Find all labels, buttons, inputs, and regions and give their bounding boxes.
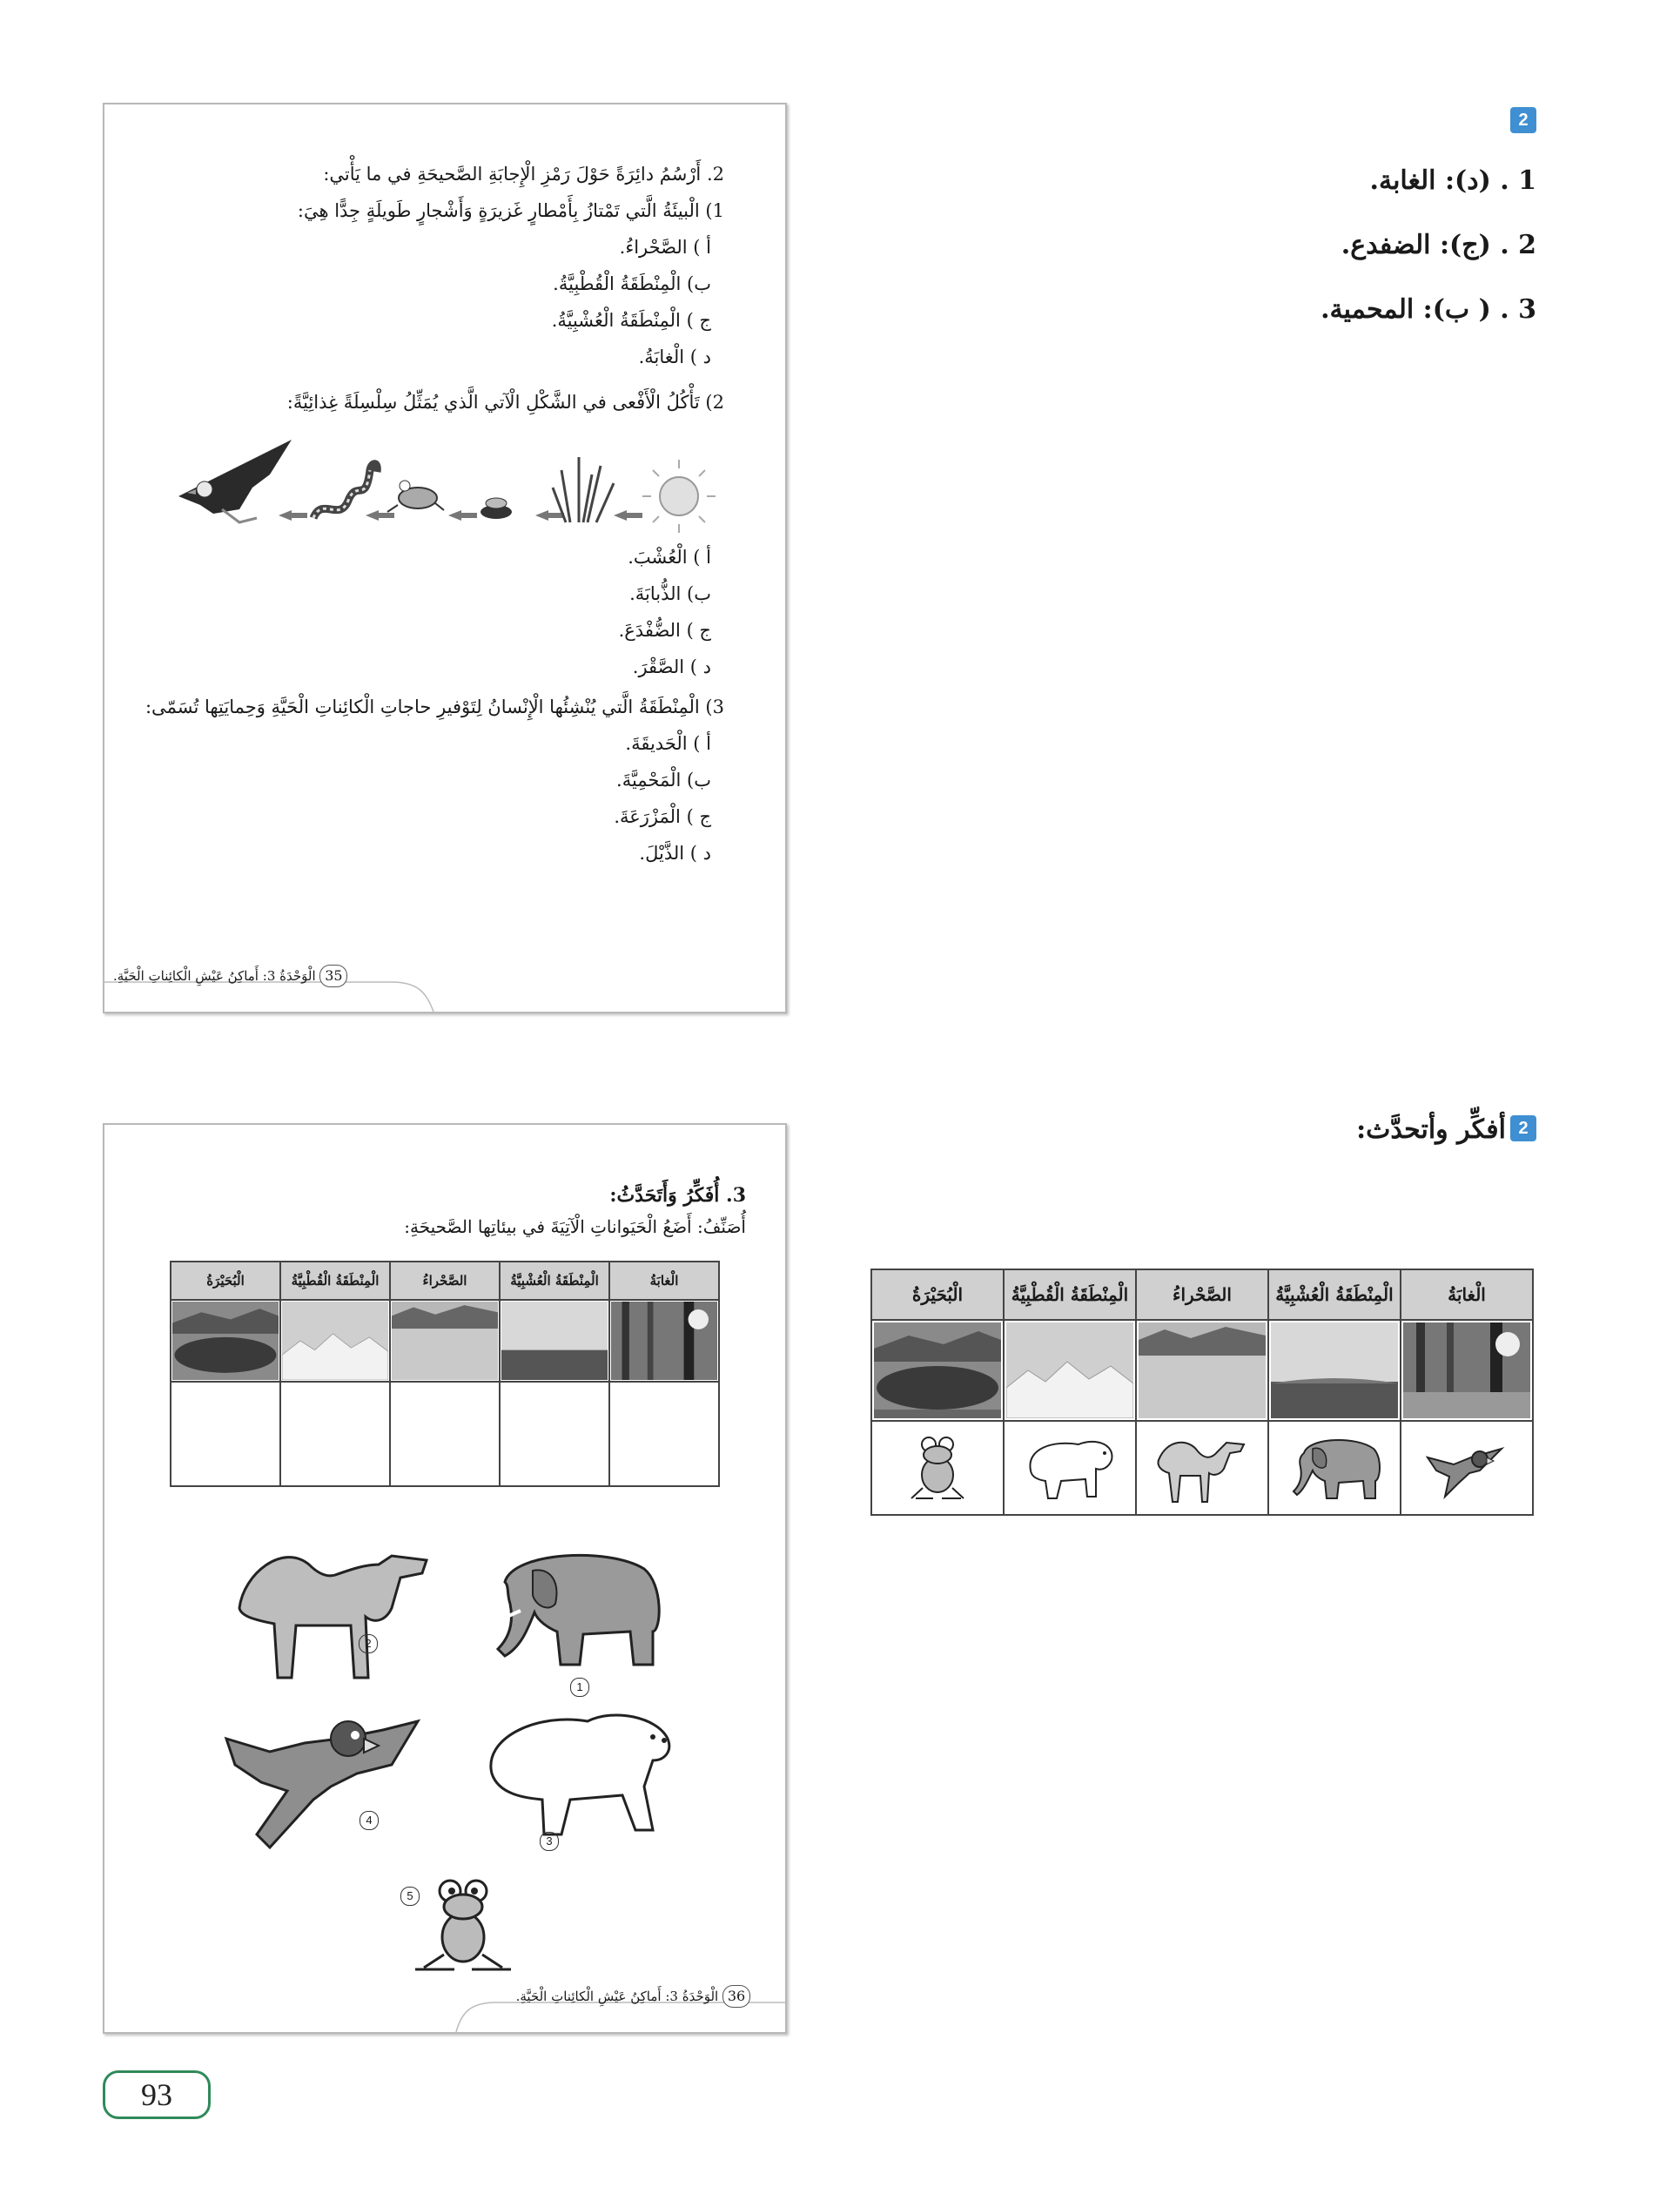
frog-chain-icon	[387, 481, 444, 512]
answer-elephant-icon	[1268, 1421, 1401, 1515]
q1-option-d: د ) الْغابَةُ.	[638, 347, 711, 367]
t2-empty-cell-desert	[390, 1382, 500, 1486]
camel-icon	[222, 1530, 440, 1686]
worksheet-page-36	[103, 1123, 787, 2034]
question-3: 3) الْمِنْطَقَةُ الَّتي يُنْشِئُها الْإِنْسانُ لِتَوْفيرِ حاجاتِ الْكائِناتِ الْحَيَّةِ وَحِمايَتِها تُسَمّى:	[144, 697, 724, 717]
answer-3: 3 . ( ب): المحمية.	[1320, 294, 1536, 325]
footer-page-number: 35	[319, 965, 347, 987]
thumb2-instruction: أُصَنِّفُ: أَضَعُ الْحَيَواناتِ الْآتِيَةَ في بيئاتِها الصَّحيحَةِ:	[404, 1216, 746, 1237]
animal-number-4: 4	[360, 1811, 379, 1830]
t2-header-polar: الْمِنْطَقَةُ الْقُطْبِيَّةُ	[280, 1262, 390, 1300]
food-chain-illustration	[170, 435, 727, 540]
answer-2: 2 . (ج): الضفدع.	[1341, 230, 1536, 260]
q1-option-c: ج ) الْمِنْطَقَةُ الْعُشْبِيَّةُ.	[551, 310, 711, 331]
animal-number-2: 2	[359, 1634, 378, 1653]
answer-1: 1 . (د): الغابة.	[1369, 165, 1536, 196]
page-number: 93	[103, 2070, 211, 2119]
header-polar: الْمِنْطَقَةُ الْقُطْبِيَّةُ	[1004, 1269, 1136, 1320]
answer-bear-icon	[1004, 1421, 1136, 1515]
footer-unit-title: الْوَحْدَةُ 3: أَماكِنُ عَيْشِ الْكائِناتِ الْحَيَّةِ.	[113, 968, 316, 984]
q2-option-b: ب) الذُّبابَةَ.	[629, 583, 711, 604]
photo-desert	[1136, 1320, 1268, 1421]
snake-icon	[313, 464, 377, 518]
t2-photo-desert	[390, 1300, 500, 1382]
photo-grassland	[1268, 1320, 1401, 1421]
photo-lake	[871, 1320, 1004, 1421]
t2-photo-forest	[609, 1300, 719, 1382]
thumb2-heading: 3. أُفَكِّرُ وَأَتَحَدَّثُ:	[609, 1184, 746, 1207]
section-badge-2: 2	[1510, 1115, 1536, 1141]
t2-header-lake: الْبُحَيْرَةُ	[171, 1262, 280, 1300]
think-and-talk-header	[1356, 1114, 1536, 1145]
t2-header-grassland: الْمِنْطَقَةُ الْعُشْبِيَّةُ	[500, 1262, 609, 1300]
answer-frog-icon	[871, 1421, 1004, 1515]
eagle-icon	[178, 440, 292, 522]
t2-empty-cell-forest	[609, 1382, 719, 1486]
animal-number-3: 3	[540, 1832, 559, 1851]
sun-icon	[642, 460, 716, 533]
habitat-answer-table	[870, 1269, 1534, 1516]
q3-option-b: ب) الْمَحْمِيَّةَ.	[616, 770, 711, 791]
q1-option-b: ب) الْمِنْطَقَةُ الْقُطْبِيَّةُ.	[553, 273, 711, 294]
t2-empty-cell-lake	[171, 1382, 280, 1486]
frog-icon	[411, 1872, 515, 1976]
q2-option-c: ج ) الضُّفْدَعَ.	[618, 620, 711, 641]
t2-photo-lake	[171, 1300, 280, 1382]
question-heading: 2. أَرْسُمُ دائِرَةً حَوْلَ رَمْزِ الْإِجابَةِ الصَّحيحَةِ في ما يَأْتي:	[323, 164, 724, 185]
t2-header-forest: الْغابَةُ	[609, 1262, 719, 1300]
page-footer	[113, 965, 347, 994]
answer-camel-icon	[1136, 1421, 1268, 1515]
t2-header-desert: الصَّحْراءُ	[390, 1262, 500, 1300]
parrot-icon	[218, 1704, 427, 1861]
worksheet-page-35	[103, 103, 787, 1013]
q3-option-a: أ ) الْحَديقَةَ.	[625, 733, 711, 754]
t2-empty-cell-grassland	[500, 1382, 609, 1486]
section-badge-1: 2	[1510, 107, 1536, 133]
q3-option-d: د ) الذَّيْلَ.	[639, 843, 711, 864]
footer-unit-title-2: الْوَحْدَةُ 3: أَماكِنُ عَيْشِ الْكائِناتِ الْحَيَّةِ.	[515, 1989, 719, 2004]
polar-bear-icon	[474, 1686, 683, 1843]
q3-option-c: ج ) الْمَزْرَعَةَ.	[614, 806, 711, 827]
think-and-talk-title: أفكِّر وأتحدَّث:	[1356, 1114, 1506, 1145]
q2-option-a: أ ) الْعُشْبَ.	[628, 547, 711, 568]
q1-option-a: أ ) الصَّحْراءُ.	[619, 237, 711, 258]
animal-number-5: 5	[400, 1887, 420, 1906]
photo-forest	[1401, 1320, 1533, 1421]
t2-photo-grassland	[500, 1300, 609, 1382]
header-lake: الْبُحَيْرَةُ	[871, 1269, 1004, 1320]
grass-icon	[553, 457, 614, 522]
header-forest: الْغابَةُ	[1401, 1269, 1533, 1320]
photo-polar	[1004, 1320, 1136, 1421]
question-2: 2) تَأْكُلُ الْأَفْعى في الشَّكْلِ الْآتي الَّذي يُمَثِّلُ سِلْسِلَةً غِذائِيَّةً:	[286, 392, 724, 413]
q2-option-d: د ) الصَّقْرَ.	[632, 656, 711, 677]
animal-number-1: 1	[570, 1678, 589, 1697]
t2-photo-polar	[280, 1300, 390, 1382]
page-footer-2	[516, 1985, 750, 2015]
elephant-icon	[470, 1534, 679, 1673]
fly-icon	[480, 498, 512, 519]
question-1: 1) الْبيئَةُ الَّتي تَمْتازُ بِأَمْطارٍ غَزيرَةٍ وَأَشْجارٍ طَويلَةٍ جِدًّا هِيَ:	[297, 200, 724, 221]
answer-parrot-icon	[1401, 1421, 1533, 1515]
header-grassland: الْمِنْطَقَةُ الْعُشْبِيَّةُ	[1268, 1269, 1401, 1320]
t2-empty-cell-polar	[280, 1382, 390, 1486]
footer-page-number-2: 36	[722, 1985, 750, 2008]
header-desert: الصَّحْراءُ	[1136, 1269, 1268, 1320]
habitat-classification-table	[170, 1261, 720, 1487]
